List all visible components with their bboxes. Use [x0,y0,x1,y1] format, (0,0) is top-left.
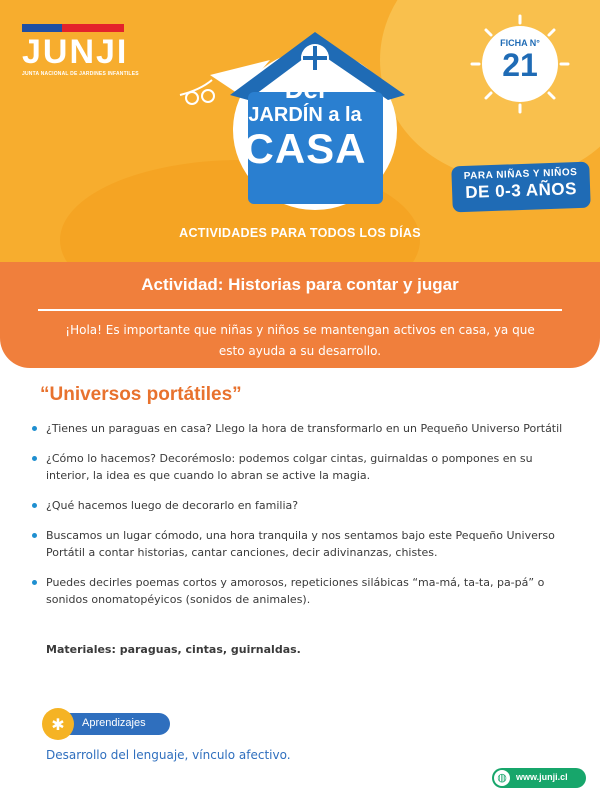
list-item-text: ¿Tienes un paraguas en casa? Llego la hora de transformarlo en un Pequeño Universo Portátil [46,422,563,435]
house-title-line1: Del [284,74,326,104]
age-range-line1: PARA NIÑAS Y NIÑOS [463,167,578,182]
activity-title: Actividad: Historias para contar y jugar [141,275,459,294]
list-item-text: ¿Cómo lo hacemos? Decorémoslo: podemos colgar cintas, guirnaldas o pompones en su interior, la idea es que cuando lo abran se active la magia. [46,452,533,482]
learning-text: Desarrollo del lenguaje, vínculo afectivo. [46,748,291,762]
bullet-icon [32,580,37,585]
age-range-badge [451,162,591,213]
list-item-text: Buscamos un lugar cómodo, una hora tranquila y nos sentamos bajo este Pequeño Universo Portátil a contar historias, cantar canciones, decir adivinanzas, chistes. [46,529,555,559]
junji-logo: JUNJI [22,33,129,71]
bullet-icon [32,426,37,431]
house-title-line3: CASA [243,125,367,172]
ficha-badge [482,26,558,102]
list-item-text: Puedes decirles poemas cortos y amorosos, repeticiones silábicas “ma-má, ta-ta, pa-pá” o sonidos onomatopéyicos (sonidos de animales). [46,576,545,606]
logo-flag-blue [22,24,62,32]
list-item [30,420,570,437]
list-item [30,527,570,561]
bullet-icon [32,503,37,508]
materials-text: Materiales: paraguas, cintas, guirnaldas. [46,643,301,656]
house-title [230,75,380,171]
bullet-icon [32,456,37,461]
website-link[interactable]: www.junji.cl [516,772,568,782]
age-range-line2: DE 0-3 AÑOS [465,179,578,202]
logo-flag-red [62,24,124,32]
star-icon: ✱ [42,708,74,740]
globe-icon: ◍ [494,770,510,786]
instruction-list [30,420,570,621]
ficha-number: 21 [502,47,538,83]
list-item [30,497,570,514]
logo-flag-stripe [22,24,124,32]
list-item-text: ¿Qué hacemos luego de decorarlo en familia? [46,499,299,512]
list-item [30,450,570,484]
bullet-icon [32,533,37,538]
junji-logo-subtitle: JUNTA NACIONAL DE JARDINES INFANTILES [22,71,139,77]
ficha-label: FICHA N° [500,38,540,48]
learning-label: Aprendizajes [82,717,146,729]
section-title: “Universos portátiles” [40,384,242,405]
list-item [30,574,570,608]
header-tagline: ACTIVIDADES PARA TODOS LOS DÍAS [179,226,421,240]
activity-divider [38,309,562,311]
house-title-line2: JARDÍN a la [248,104,362,126]
activity-intro: ¡Hola! Es importante que niñas y niños se mantengan activos en casa, ya que esto ayuda a su desarrollo. [65,323,535,358]
